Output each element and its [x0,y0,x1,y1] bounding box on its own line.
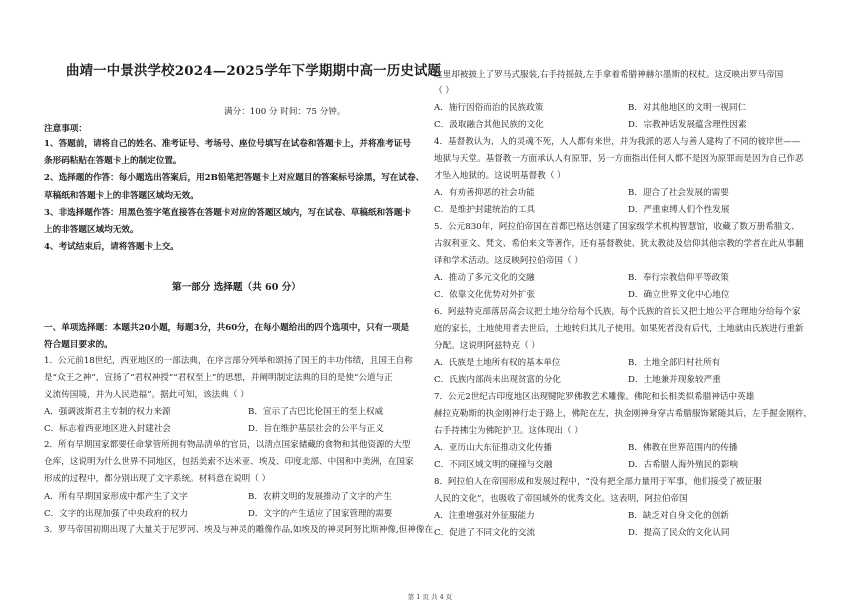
answer-option: B．对其他地区的文明一视同仁 [628,103,747,113]
answer-option: B．佛教在世界范围内的传播 [628,443,738,453]
answer-option: A．推动了多元文化的交融 [434,273,535,283]
notice-line: 草稿纸和答题卡上的非答题区域均无效。 [44,190,199,201]
answer-option: D．宗教神话发展蕴含理性因素 [628,120,747,130]
notice-line: 1、答题前，请将自己的姓名、准考证号、考场号、座位号填写在试卷和答题卡上，并将准考证号 [44,139,411,149]
answer-option: B．奉行宗教信仰平等政策 [628,273,729,283]
question-line: 义流传国境，并为人民造福”。据此可知，该法典（ ） [44,390,249,400]
answer-option: C．不同区域文明的碰撞与交融 [434,460,553,470]
exam-title: 曲靖一中景洪学校2024—2025学年下学期期中高一历史试题 [66,63,442,79]
exam-meta: 满分：100 分 时间：75 分钟。 [224,107,346,117]
answer-option: C．是维护封建统治的工具 [434,205,536,215]
answer-option: B．宣示了古巴比伦国王的至上权威 [248,407,384,417]
answer-option: D．文字的产生适应了国家管理的需要 [248,509,393,519]
answer-option: A．亚历山大东征推动文化传播 [434,443,552,453]
question-line: 7．公元2世纪古印度地区出现犍陀罗佛教艺术雕像。佛陀和长相类似希腊神话中英雄 [434,392,755,402]
section-intro: 符合题目要求的。 [44,340,113,350]
question-line: 6．阿兹特克部落居高会议把土地分给每个氏族，每个氏族的首长又把土地公平合理地分给每个家 [434,307,801,317]
question-line: 这里却被披上了罗马式服装,右手持摇鼓,左手拿着希腊神赫尔墨斯的权杖。这反映出罗马帝国 [434,70,784,80]
answer-option: C．氏族内部尚未出现贫富的分化 [434,375,561,385]
question-line: 地狱与天堂。基督教一方面承认人有原罪，另一方面指出任何人都不是因为原罪而是因为自己作恶 [434,154,804,164]
answer-option: A．所有早期国家形成中都产生了文字 [44,492,188,502]
answer-option: B．缺乏对自身文化的创新 [628,511,729,521]
answer-option: D．古希腊人海外殖民的影响 [628,460,739,470]
answer-option: B．农耕文明的发展推动了文字的产生 [248,492,392,502]
answer-option: A．有劝善抑恶的社会功能 [434,188,535,198]
notice-line: 4、考试结束后，请将答题卡上交。 [44,242,179,253]
answer-option: C．依靠文化优势对外扩张 [434,290,536,300]
answer-option: D．确立世界文化中心地位 [628,290,730,300]
page-footer: 第 1 页 共 4 页 [407,593,453,601]
question-line: 人民的文化”，也吸收了帝国域外的优秀文化。这表明，阿拉伯帝国 [434,494,688,504]
question-line: 3．罗马帝国初期出现了大量关于尼罗河、埃及与神灵的雕像作品,如埃及的神灵阿努比斯神像,但神像在 [44,525,434,535]
question-line: 4．基督教认为，人的灵魂不死，人人都有来世，并为我派的恶人与善人建构了不同的彼岸世—— [434,137,801,147]
question-line: 仓库，这说明为什么世界不同地区，包括美索不达米亚、埃及、印度北部、中国和中美洲，在国家 [44,457,414,467]
answer-option: A．氏族是土地所有权的基本单位 [434,358,561,368]
question-line: 赫拉克勒斯的执金刚神行走于路上，佛陀在左，执金刚神身穿古希腊服饰紧随其后，左手握金刚杵， [434,409,813,419]
answer-option: D．提高了民众的文化认同 [628,528,730,538]
answer-option: D．旨在维护基层社会的公平与正义 [248,424,384,434]
answer-option: C．标志着西亚地区进入封建社会 [44,424,171,434]
question-line: 庭的家长，土地使用者去世后，土地转归其儿子使用。如果死者没有后代，土地就由氏族进行重新 [434,324,804,334]
section-intro: 一、单项选择题：本题共20小题，每题3分，共60分，在每小题给出的四个选项中，只有一项是 [44,323,410,333]
question-line: 才坠入地狱的。这说明基督教（ ） [434,171,566,181]
answer-option: C．文字的出现加强了中央政府的权力 [44,509,189,519]
answer-option: D．土地兼并现象较严重 [628,375,721,385]
answer-option: D．严重束缚人们个性发展 [628,205,730,215]
answer-option: B．土地全部归村社所有 [628,358,721,368]
question-line: 5．公元830年，阿拉伯帝国在首都巴格达创建了国家级学术机构智慧馆，收藏了数万册希腊文、 [434,222,800,232]
question-line: 译和学术活动。这反映阿拉伯帝国（ ） [434,256,583,266]
notice-heading: 注意事项： [44,124,87,134]
answer-option: B．迎合了社会发展的需要 [628,188,729,198]
answer-option: C．汲取融合其他民族的文化 [434,120,544,130]
notice-line: 条形码粘贴在答题卡上的制定位置。 [44,156,182,167]
question-line: 古叙利亚文、梵文、希伯来文等著作，还有基督教徒、犹太教徒及信仰其他宗教的学者在此从事翻 [434,239,804,249]
question-line: 形成的过程中，都分别出现了文字系统。材料意在说明（ ） [44,474,271,484]
answer-option: C．促进了不同文化的交流 [434,528,536,538]
question-line: 是“众王之神”，宣扬了“君权神授”“君权至上”的思想，并阐明制定法典的目的是使“公道与正 [44,373,393,383]
answer-option: A．强调波斯君主专制的权力来源 [44,407,171,417]
answer-option: A．注重增强对外征服能力 [434,511,535,521]
question-line: 分配。这说明阿兹特克（ ） [434,341,540,351]
part-title: 第一部分 选择题（共 60 分） [172,282,301,293]
notice-line: 3、非选择题作答：用黑色签字笔直接答在答题卡对应的答题区域内，写在试卷、草稿纸和答题卡 [44,207,411,218]
answer-option: A．施行因俗而治的民族政策 [434,103,544,113]
question-line: 8．阿拉伯人在帝国形成和发展过程中，“没有把全部力量用于军事，他们接受了被征服 [434,477,762,487]
question-line: 右手持拂尘为佛陀护卫。这体现出（ ） [434,426,583,436]
notice-line: 上的非答题区域均无效。 [44,225,139,235]
question-line: 1．公元前18世纪，西亚地区的一部法典，在序言部分列举和颂扬了国王的丰功伟绩，且国王自称 [44,356,413,366]
notice-line: 2、选择题的作答：每小题选出答案后，用2B铅笔把答题卡上对应题目的答案标号涂黑，写在试卷、 [44,173,425,184]
question-line: 2．所有早期国家都要任命掌管所拥有物品清单的官员，以清点国家储藏的食物和其他资源的大型 [44,440,411,450]
question-line: （ ） [434,86,454,96]
